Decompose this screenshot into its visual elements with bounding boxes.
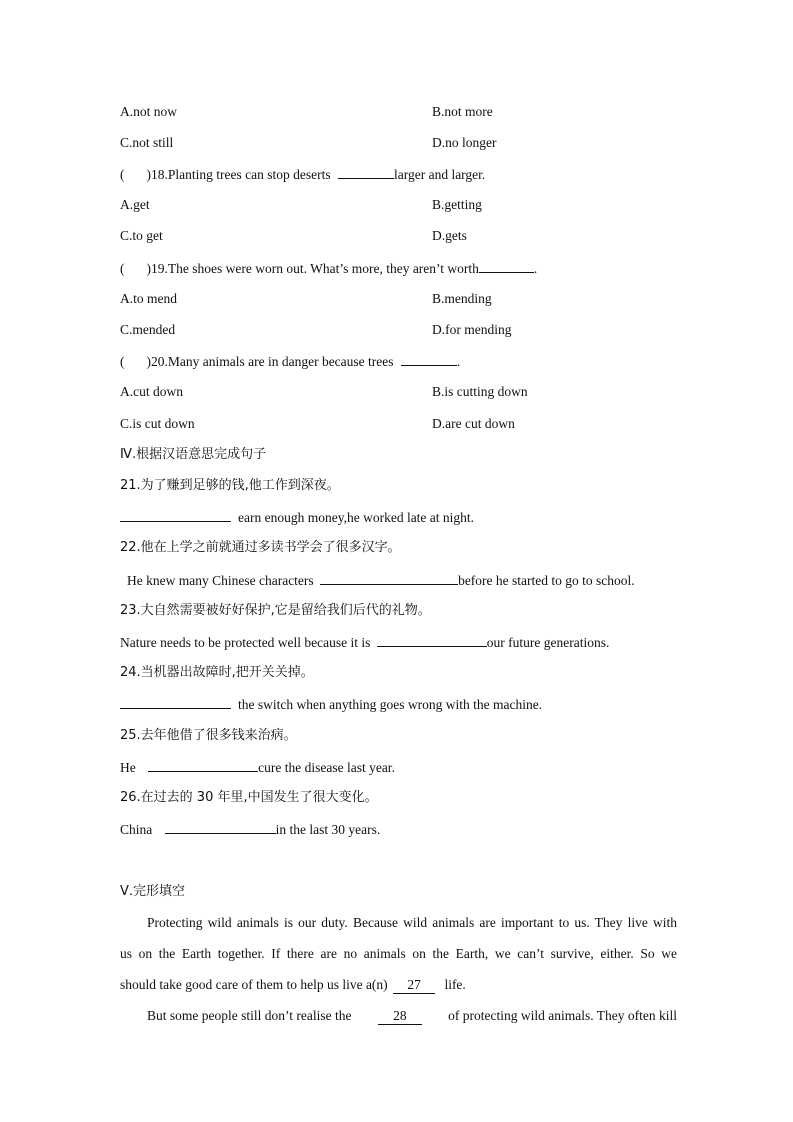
passage-line-4 — [147, 1008, 677, 1025]
q17-option-b[interactable]: B.not more — [432, 104, 493, 119]
q19-option-b[interactable]: B.mending — [432, 291, 492, 306]
q19-stem-a: 19.The shoes were worn out. What’s more, they aren’t worth — [151, 261, 479, 276]
answer-paren-open: ( — [120, 167, 125, 182]
q26-english — [120, 821, 380, 838]
q22-blank[interactable] — [320, 572, 458, 585]
passage-line-4-b: of protecting wild animals. They often kill — [448, 1008, 677, 1023]
q19-option-c[interactable]: C.mended — [120, 322, 176, 337]
q22-english — [127, 572, 635, 589]
q23-chinese: 23.大自然需要被好好保护,它是留给我们后代的礼物。 — [120, 603, 431, 618]
q20-stem-b: . — [456, 354, 461, 369]
q19-option-d[interactable]: D.for mending — [432, 322, 512, 337]
q19-blank[interactable] — [479, 260, 534, 273]
q25-blank[interactable] — [148, 759, 258, 772]
q25-english-b: cure the disease last year. — [258, 760, 395, 775]
q24-english-text: the switch when anything goes wrong with the machine. — [238, 697, 543, 712]
q24-blank[interactable] — [120, 696, 231, 709]
q17-option-c[interactable]: C.not still — [120, 135, 174, 150]
passage-line-3-b: life. — [444, 977, 466, 992]
passage-line-1: Protecting wild animals is our duty. Because wild animals are important to us. They live with — [147, 915, 677, 930]
q21-english — [120, 509, 474, 526]
q20-option-a[interactable]: A.cut down — [120, 384, 183, 399]
q23-english — [120, 634, 609, 651]
q18-stem-a: 18.Planting trees can stop deserts — [151, 167, 331, 182]
answer-paren-close: ) — [146, 354, 151, 369]
q18-option-b[interactable]: B.getting — [432, 197, 482, 212]
q26-english-a: China — [120, 822, 153, 837]
q19-stem — [120, 260, 537, 277]
q18-stem-b: larger and larger. — [393, 167, 486, 182]
q22-chinese: 22.他在上学之前就通过多读书学会了很多汉字。 — [120, 540, 401, 555]
q18-blank[interactable] — [338, 166, 394, 179]
q20-option-b[interactable]: B.is cutting down — [432, 384, 528, 399]
q18-stem — [120, 166, 485, 183]
passage-line-3 — [120, 977, 466, 994]
q25-chinese: 25.去年他借了很多钱来治病。 — [120, 728, 297, 743]
q20-stem — [120, 353, 460, 370]
q22-english-a: He knew many Chinese characters — [127, 573, 314, 588]
q20-stem-a: 20.Many animals are in danger because trees — [151, 354, 394, 369]
q26-blank[interactable] — [165, 821, 276, 834]
q22-english-b: before he started to go to school. — [458, 573, 635, 588]
section-5-title: Ⅴ.完形填空 — [120, 884, 186, 899]
q23-blank[interactable] — [377, 634, 487, 647]
answer-paren-open: ( — [120, 261, 125, 276]
q17-option-a[interactable]: A.not now — [120, 104, 177, 119]
q21-chinese: 21.为了赚到足够的钱,他工作到深夜。 — [120, 478, 340, 493]
q24-chinese: 24.当机器出故障时,把开关关掉。 — [120, 665, 314, 680]
q25-english — [120, 759, 395, 776]
cloze-blank-27[interactable]: 27 — [393, 977, 435, 994]
q21-blank[interactable] — [120, 509, 231, 522]
q25-english-a: He — [120, 760, 136, 775]
q26-english-b: in the last 30 years. — [275, 822, 381, 837]
q24-english — [120, 696, 542, 713]
passage-line-2: us on the Earth together. If there are no animals on the Earth, we can’t survive, either. So we — [120, 946, 677, 961]
q19-option-a[interactable]: A.to mend — [120, 291, 177, 306]
q26-chinese: 26.在过去的 30 年里,中国发生了很大变化。 — [120, 790, 378, 805]
answer-paren-close: ) — [146, 167, 151, 182]
q23-english-b: our future generations. — [486, 635, 610, 650]
q21-english-text: earn enough money,he worked late at night. — [238, 510, 475, 525]
answer-paren-open: ( — [120, 354, 125, 369]
q20-blank[interactable] — [401, 353, 457, 366]
q18-option-d[interactable]: D.gets — [432, 228, 467, 243]
q20-option-d[interactable]: D.are cut down — [432, 416, 515, 431]
q20-option-c[interactable]: C.is cut down — [120, 416, 195, 431]
section-4-title: Ⅳ.根据汉语意思完成句子 — [120, 447, 267, 462]
passage-line-4-a: But some people still don’t realise the — [147, 1008, 352, 1023]
q18-option-a[interactable]: A.get — [120, 197, 150, 212]
passage-line-3-a: should take good care of them to help us live a(n) — [120, 977, 388, 992]
q17-option-d[interactable]: D.no longer — [432, 135, 497, 150]
answer-paren-close: ) — [146, 261, 151, 276]
cloze-blank-28[interactable]: 28 — [378, 1008, 422, 1025]
q23-english-a: Nature needs to be protected well because it is — [120, 635, 371, 650]
q19-stem-b: . — [533, 261, 538, 276]
q18-option-c[interactable]: C.to get — [120, 228, 163, 243]
